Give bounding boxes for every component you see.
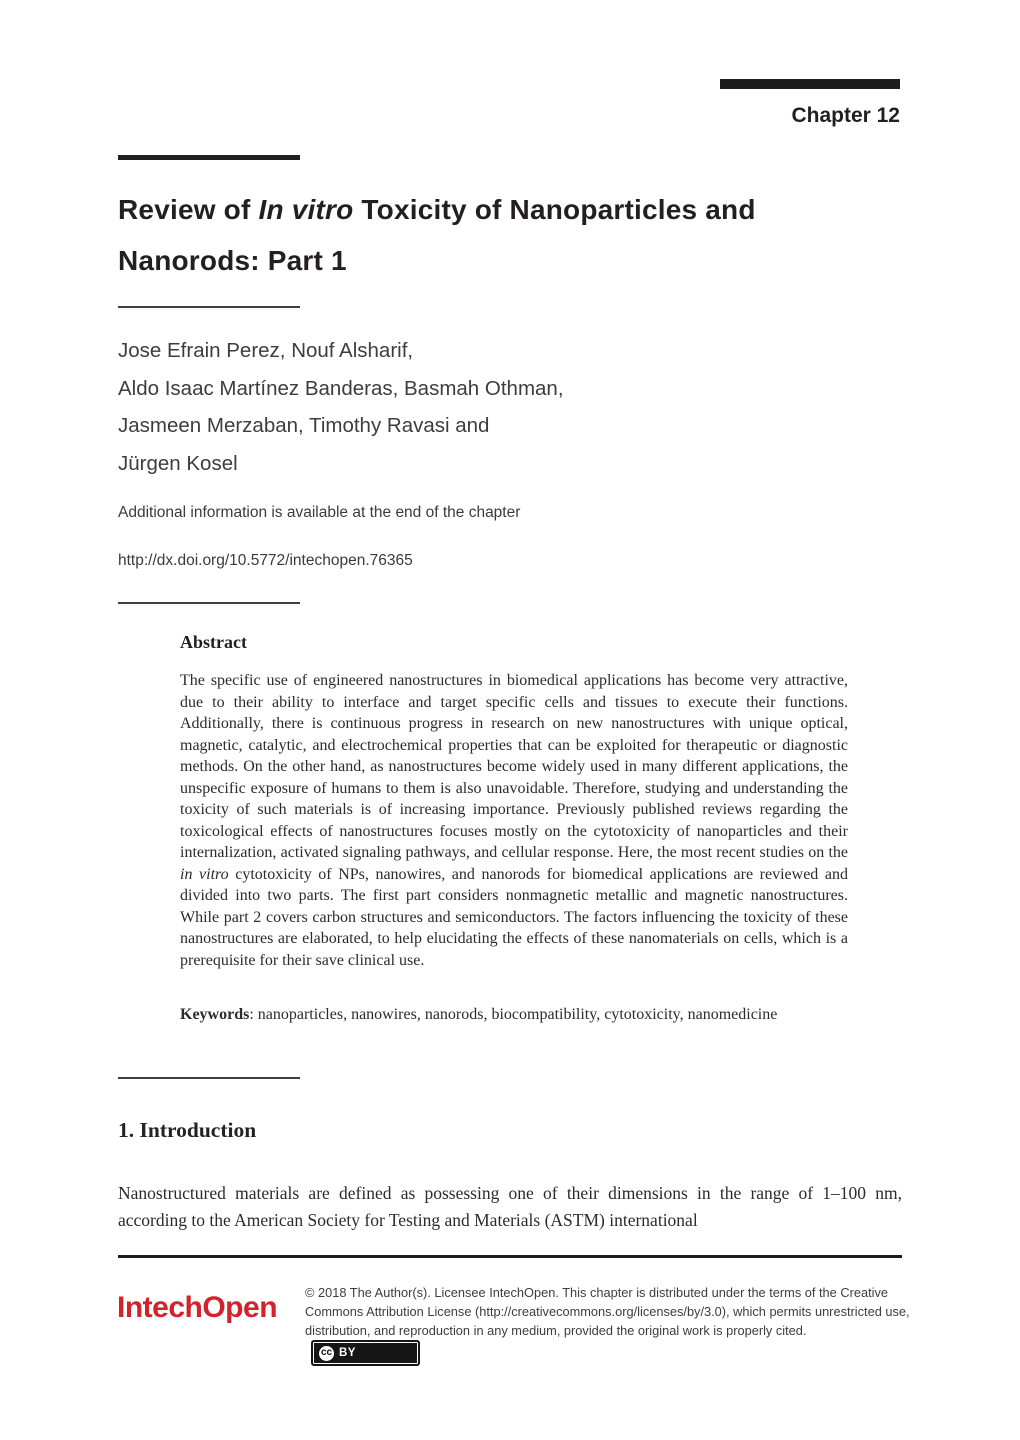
cc-by-badge[interactable] — [311, 1340, 420, 1366]
abstract-text-before: The specific use of engineered nanostructures in biomedical applications has become very attractive, due to their ability to interface and target specific cells and tissues to execute their functions. Additionally, there is continuous progress in research on new nanostructures with unique optical, magnetic, catalytic, and electrochemical properties that can be exploited for therapeutic or diagnostic methods. On the other hand, as nanostructures become widely used in many different applications, the unspecific exposure of humans to them is also unavoidable. Therefore, studying and understanding the toxicity of such materials is of increasing importance. Previously published reviews regarding the toxicological effects of nanostructures focuses mostly on the cytotoxicity of nanoparticles and their internalization, activated signaling pathways, and cellular response. Here, the most recent studies on the — [180, 672, 848, 861]
page-title — [118, 184, 838, 286]
doi-link[interactable]: http://dx.doi.org/10.5772/intechopen.76365 — [118, 552, 413, 569]
cc-icon: cc — [319, 1346, 334, 1361]
chapter-marker-bar — [720, 79, 900, 89]
license-text-content: © 2018 The Author(s). Licensee IntechOpen. This chapter is distributed under the terms of the Creative Commons Attribution License (http://creativecommons.org/licenses/by/3.0), which permits unrestricted use, distribution, and reproduction in any medium, provided the original work is properly cited. — [305, 1285, 910, 1338]
keywords-line — [180, 1004, 848, 1026]
abstract-heading: Abstract — [180, 632, 247, 652]
intechopen-logo: IntechOpen — [117, 1291, 278, 1324]
cc-by-label: BY — [339, 1346, 356, 1359]
abstract-body — [180, 670, 848, 971]
abstract-text-after: cytotoxicity of NPs, nanowires, and nanorods for biomedical applications are reviewed and divided into two parts. The first part considers nonmagnetic metallic and magnetic nanostructures. While part 2 covers carbon structures and semiconductors. The factors influencing the toxicity of these nanostructures are elaborated, to help elucidating the effects of these nanomaterials on cells, which is a prerequisite for their save clinical use. — [180, 865, 848, 969]
author-line: Jürgen Kosel — [118, 451, 238, 475]
authors-rule — [118, 306, 300, 308]
title-rule — [118, 155, 300, 160]
chapter-label: Chapter 12 — [791, 104, 900, 127]
title-suffix: Toxicity of Nanoparticles and Nanorods: Part 1 — [118, 194, 756, 276]
author-line: Jose Efrain Perez, Nouf Alsharif, — [118, 339, 414, 362]
authors-block — [118, 332, 818, 482]
author-line: Jasmeen Merzaban, Timothy Ravasi and — [118, 414, 490, 437]
keywords-rule — [118, 1077, 300, 1079]
title-italic-term: In vitro — [258, 194, 354, 225]
title-prefix: Review of — [118, 194, 259, 225]
author-line: Aldo Isaac Martínez Banderas, Basmah Othman, — [118, 376, 564, 400]
introduction-paragraph: Nanostructured materials are defined as possessing one of their dimensions in the range of 1–100 nm, according to the American Society for Testing and Materials (ASTM) international — [118, 1183, 902, 1230]
section-heading-introduction: 1. Introduction — [118, 1118, 257, 1142]
keywords-label: Keywords — [180, 1006, 250, 1023]
doi-rule — [118, 602, 300, 604]
footer-rule — [118, 1255, 902, 1258]
license-text — [305, 1284, 917, 1366]
additional-info-note: Additional information is available at the end of the chapter — [118, 504, 521, 521]
abstract-italic-term: in vitro — [180, 865, 229, 883]
keywords-text: : nanoparticles, nanowires, nanorods, biocompatibility, cytotoxicity, nanomedicine — [249, 1006, 778, 1023]
